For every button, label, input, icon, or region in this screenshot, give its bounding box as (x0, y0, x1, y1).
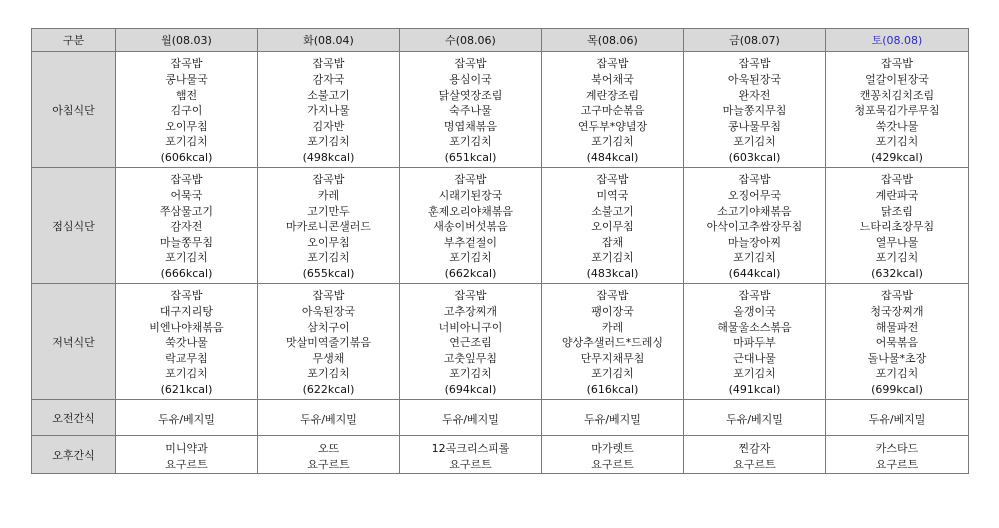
calorie-label: (644kcal) (728, 266, 781, 280)
menu-item: 김구이 (170, 104, 203, 118)
menu-item: 콩나물무침 (727, 119, 782, 133)
menu-cell-breakfast-thu (542, 52, 684, 168)
weekly-menu-table (31, 28, 969, 474)
calorie-label: (429kcal) (871, 150, 923, 164)
menu-item: 계란장조림 (585, 88, 640, 102)
menu-item: 잡곡밥 (170, 57, 203, 71)
menu-cell-afternoon-snack-thu (542, 436, 684, 474)
menu-cell-lunch-fri (684, 168, 826, 284)
menu-cell-lunch-tue (258, 168, 400, 284)
day-header-tue: 화(08.04) (258, 29, 400, 52)
menu-item: 오뜨 (317, 441, 340, 455)
calorie-label: (622kcal) (302, 382, 355, 396)
menu-item: 요구르트 (591, 457, 634, 471)
row-label-dinner: 저녁식단 (32, 284, 116, 400)
menu-item: 미역국 (596, 189, 629, 203)
menu-cell-morning-snack-wed (400, 400, 542, 436)
menu-item: 포기김치 (449, 367, 492, 381)
menu-item: 고추장찌개 (443, 305, 498, 319)
menu-item: 미니약과 (165, 441, 208, 455)
menu-item: 쭈삼물고기 (159, 204, 214, 218)
menu-cell-lunch-wed (400, 168, 542, 284)
menu-item: 잡곡밥 (454, 57, 487, 71)
menu-item: 소불고기 (591, 204, 634, 218)
menu-item: 삼치구이 (307, 320, 350, 334)
menu-item: 잡곡밥 (312, 57, 345, 71)
menu-item: 잡채 (601, 235, 624, 249)
menu-item: 가지나물 (307, 104, 350, 118)
menu-item: 잡곡밥 (170, 173, 203, 187)
menu-item: 근대나물 (733, 351, 776, 365)
menu-item: 대구지리탕 (159, 305, 214, 319)
menu-item: 맛살미역줄기볶음 (285, 336, 371, 350)
menu-item: 해물파전 (875, 320, 919, 334)
menu-item: 소불고기 (307, 88, 350, 102)
menu-cell-breakfast-sat (826, 52, 969, 168)
menu-item: 요구르트 (307, 457, 350, 471)
menu-cell-afternoon-snack-wed (400, 436, 542, 474)
menu-item: 어묵볶음 (875, 336, 919, 350)
day-header-fri: 금(08.07) (684, 29, 826, 52)
menu-item: 소고기야채볶음 (717, 204, 792, 218)
menu-item: 포기김치 (591, 251, 634, 265)
menu-item: 요구르트 (875, 457, 919, 471)
menu-item: 용심이국 (449, 73, 492, 87)
menu-item: 단무지채무침 (580, 351, 645, 365)
menu-item: 오이무침 (591, 220, 634, 234)
menu-item: 포기김치 (307, 135, 350, 149)
menu-item: 잡곡밥 (596, 57, 629, 71)
menu-item: 마카로니콘샐러드 (285, 220, 371, 234)
menu-item: 포기김치 (165, 367, 208, 381)
menu-item: 무생채 (312, 351, 345, 365)
menu-cell-dinner-fri (684, 284, 826, 400)
menu-item: 계란파국 (875, 189, 919, 203)
menu-item: 양상추샐러드*드레싱 (561, 336, 664, 350)
menu-item: 새송이버섯볶음 (433, 220, 508, 234)
menu-item: 포기김치 (733, 135, 776, 149)
menu-item: 잡곡밥 (312, 289, 345, 303)
menu-cell-morning-snack-fri (684, 400, 826, 436)
menu-item: 얼갈이된장국 (865, 73, 929, 87)
menu-item: 아욱된장국 (727, 73, 782, 87)
menu-item: 두유/베지밀 (300, 412, 357, 426)
menu-item: 오이무침 (307, 235, 350, 249)
menu-item: 쑥갓나물 (875, 119, 919, 133)
menu-item: 연두부*양념장 (577, 119, 648, 133)
menu-item: 두유/베지밀 (158, 412, 215, 426)
menu-item: 잡곡밥 (454, 289, 487, 303)
row-morning-snack (32, 400, 969, 436)
menu-item: 잡곡밥 (596, 289, 629, 303)
calorie-label: (483kcal) (586, 266, 639, 280)
menu-cell-dinner-mon (116, 284, 258, 400)
menu-item: 청국장찌개 (870, 305, 924, 319)
menu-item: 오이무침 (165, 119, 208, 133)
menu-item: 캔꽁치김치조림 (859, 88, 935, 102)
calorie-label: (603kcal) (728, 150, 781, 164)
menu-cell-morning-snack-mon (116, 400, 258, 436)
menu-item: 쑥갓나물 (165, 336, 208, 350)
calorie-label: (498kcal) (302, 150, 355, 164)
menu-cell-afternoon-snack-tue (258, 436, 400, 474)
row-lunch (32, 168, 969, 284)
menu-item: 락교무침 (165, 351, 208, 365)
menu-item: 닭살엿장조림 (438, 88, 503, 102)
menu-item: 두유/베지밀 (584, 412, 641, 426)
menu-item: 잡곡밥 (312, 173, 345, 187)
menu-cell-lunch-sat (826, 168, 969, 284)
menu-item: 고구마순볶음 (580, 104, 645, 118)
calorie-label: (491kcal) (728, 382, 781, 396)
menu-item: 잡곡밥 (738, 57, 771, 71)
menu-item: 찐감자 (738, 441, 771, 455)
menu-cell-dinner-tue (258, 284, 400, 400)
menu-item: 마파두부 (733, 336, 776, 350)
row-afternoon-snack (32, 436, 969, 474)
menu-item: 너비아니구이 (438, 320, 503, 334)
calorie-label: (651kcal) (444, 150, 497, 164)
menu-item: 두유/베지밀 (442, 412, 499, 426)
menu-cell-lunch-mon (116, 168, 258, 284)
menu-item: 포기김치 (449, 251, 492, 265)
menu-item: 요구르트 (449, 457, 492, 471)
menu-item: 마늘장아찌 (727, 235, 782, 249)
menu-item: 잡곡밥 (170, 289, 203, 303)
menu-item: 카레 (601, 320, 624, 334)
menu-cell-breakfast-tue (258, 52, 400, 168)
menu-item: 감자국 (312, 73, 345, 87)
calorie-label: (662kcal) (444, 266, 497, 280)
menu-item: 돌나물*초장 (867, 351, 927, 365)
menu-item: 시래기된장국 (438, 189, 503, 203)
menu-item: 어묵국 (170, 189, 203, 203)
menu-cell-afternoon-snack-mon (116, 436, 258, 474)
menu-item: 잡곡밥 (738, 289, 771, 303)
day-header-mon: 월(08.03) (116, 29, 258, 52)
row-label-morning-snack: 오전간식 (32, 400, 116, 436)
menu-item: 포기김치 (307, 251, 350, 265)
menu-item: 햄전 (175, 88, 198, 102)
menu-cell-morning-snack-sat (826, 400, 969, 436)
menu-item: 올갱이국 (733, 305, 776, 319)
calorie-label: (632kcal) (871, 266, 923, 280)
menu-cell-dinner-thu (542, 284, 684, 400)
day-header-wed: 수(08.06) (400, 29, 542, 52)
menu-item: 북어채국 (591, 73, 634, 87)
menu-item: 콩나물국 (165, 73, 208, 87)
corner-header: 구분 (32, 29, 116, 52)
menu-item: 비엔나야채볶음 (149, 320, 224, 334)
menu-item: 잡곡밥 (596, 173, 629, 187)
menu-item: 해물울소스볶음 (717, 320, 792, 334)
menu-item: 잡곡밥 (454, 173, 487, 187)
menu-item: 고춧잎무침 (443, 351, 498, 365)
menu-item: 요구르트 (165, 457, 208, 471)
menu-item: 카레 (317, 189, 340, 203)
menu-item: 연근조림 (449, 336, 492, 350)
menu-item: 마늘쫑무침 (159, 235, 214, 249)
menu-cell-breakfast-mon (116, 52, 258, 168)
menu-item: 두유/베지밀 (868, 412, 926, 426)
menu-cell-morning-snack-thu (542, 400, 684, 436)
menu-item: 요구르트 (733, 457, 776, 471)
menu-item: 팽이장국 (591, 305, 634, 319)
menu-item: 열무나물 (875, 235, 919, 249)
menu-item: 오징어무국 (727, 189, 782, 203)
menu-item: 잡곡밥 (881, 173, 913, 187)
menu-cell-dinner-sat (826, 284, 969, 400)
calorie-label: (606kcal) (160, 150, 213, 164)
calorie-label: (699kcal) (871, 382, 923, 396)
row-breakfast (32, 52, 969, 168)
menu-body (32, 52, 969, 474)
menu-item: 포기김치 (165, 251, 208, 265)
menu-item: 포기김치 (875, 135, 919, 149)
menu-item: 마가렛트 (591, 441, 634, 455)
menu-item: 포기김치 (733, 367, 776, 381)
menu-item: 닭조림 (881, 204, 913, 218)
menu-item: 12곡크리스피롤 (431, 441, 510, 455)
menu-item: 아삭이고추쌈장무침 (706, 220, 803, 234)
row-label-lunch: 점심식단 (32, 168, 116, 284)
calorie-label: (666kcal) (160, 266, 213, 280)
row-label-afternoon-snack: 오후간식 (32, 436, 116, 474)
menu-cell-afternoon-snack-sat (826, 436, 969, 474)
row-dinner (32, 284, 969, 400)
menu-item: 두유/베지밀 (726, 412, 783, 426)
menu-item: 아욱된장국 (301, 305, 356, 319)
calorie-label: (621kcal) (160, 382, 213, 396)
menu-item: 포기김치 (307, 367, 350, 381)
menu-item: 포기김치 (165, 135, 208, 149)
menu-item: 훈제오리야채볶음 (427, 204, 513, 218)
menu-cell-breakfast-wed (400, 52, 542, 168)
menu-item: 마늘쫑지무침 (722, 104, 787, 118)
menu-item: 잡곡밥 (881, 289, 913, 303)
menu-item: 명엽채볶음 (443, 119, 498, 133)
header-row (32, 29, 969, 52)
menu-item: 감자전 (170, 220, 203, 234)
menu-cell-lunch-thu (542, 168, 684, 284)
menu-cell-afternoon-snack-fri (684, 436, 826, 474)
menu-cell-dinner-wed (400, 284, 542, 400)
menu-cell-morning-snack-tue (258, 400, 400, 436)
calorie-label: (616kcal) (586, 382, 639, 396)
menu-item: 김자반 (312, 119, 345, 133)
row-label-breakfast: 아침식단 (32, 52, 116, 168)
menu-item: 완자전 (738, 88, 771, 102)
menu-cell-breakfast-fri (684, 52, 826, 168)
menu-item: 포기김치 (591, 367, 634, 381)
menu-item: 카스타드 (875, 441, 919, 455)
menu-item: 청포묵김가루무침 (854, 104, 940, 118)
menu-item: 부추겉절이 (443, 235, 498, 249)
menu-item: 포기김치 (591, 135, 634, 149)
menu-item: 잡곡밥 (738, 173, 771, 187)
menu-item: 포기김치 (875, 251, 919, 265)
day-header-sat: 토(08.08) (826, 29, 969, 52)
menu-item: 느타리초장무침 (859, 220, 935, 234)
day-header-thu: 목(08.06) (542, 29, 684, 52)
calorie-label: (484kcal) (586, 150, 639, 164)
menu-item: 잡곡밥 (881, 57, 913, 71)
calorie-label: (694kcal) (444, 382, 497, 396)
menu-item: 포기김치 (733, 251, 776, 265)
menu-item: 포기김치 (449, 135, 492, 149)
menu-item: 숙주나물 (449, 104, 492, 118)
calorie-label: (655kcal) (302, 266, 355, 280)
menu-item: 포기김치 (875, 367, 919, 381)
menu-item: 고기만두 (307, 204, 350, 218)
